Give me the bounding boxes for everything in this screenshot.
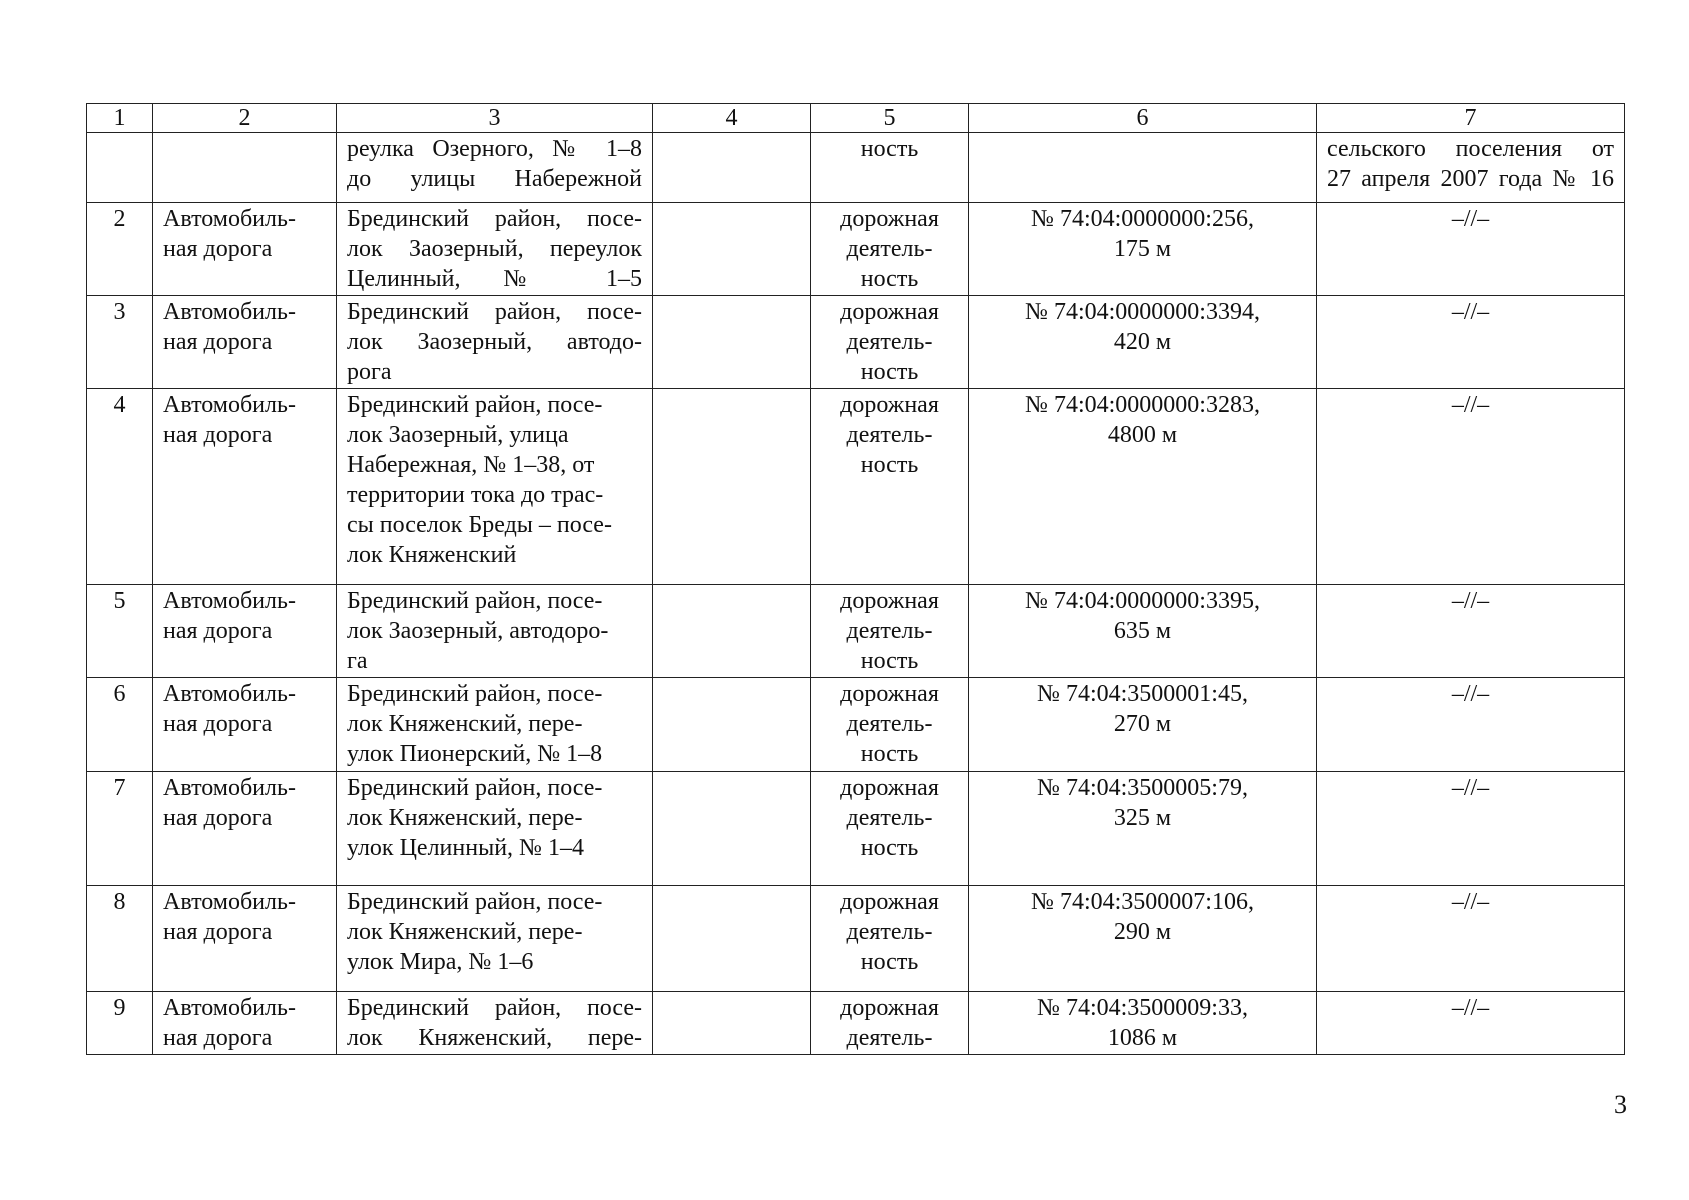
cell-activity: дорожная деятель- ность bbox=[811, 886, 969, 992]
cell-col4 bbox=[653, 389, 811, 585]
cell-number: 6 bbox=[87, 678, 153, 772]
cell-cadastral: № 74:04:0000000:3283, 4800 м bbox=[969, 389, 1317, 585]
cell-activity: дорожная деятель- bbox=[811, 992, 969, 1055]
cell-activity: дорожная деятель- ность bbox=[811, 772, 969, 886]
cell-object-name: Автомобиль- ная дорога bbox=[153, 389, 337, 585]
header-cell: 5 bbox=[811, 104, 969, 133]
cell-location: Брединский район, посе- лок Заозерный, переулок Целинный, № 1–5 bbox=[337, 203, 653, 296]
cell-basis: –//– bbox=[1317, 389, 1625, 585]
header-cell: 3 bbox=[337, 104, 653, 133]
cell-cadastral: № 74:04:3500009:33, 1086 м bbox=[969, 992, 1317, 1055]
cell-activity: дорожная деятель- ность bbox=[811, 389, 969, 585]
cell-basis: –//– bbox=[1317, 296, 1625, 389]
cell-location: реулка Озерного, № 1–8 до улицы Набережной bbox=[337, 133, 653, 203]
cell-basis: –//– bbox=[1317, 203, 1625, 296]
cell-number: 8 bbox=[87, 886, 153, 992]
table-row bbox=[87, 389, 1625, 585]
cell-activity: дорожная деятель- ность bbox=[811, 296, 969, 389]
cell-location: Брединский район, посе- лок Княженский, пере- улок Мира, № 1–6 bbox=[337, 886, 653, 992]
cell-number: 5 bbox=[87, 585, 153, 678]
table-row bbox=[87, 678, 1625, 772]
header-cell: 2 bbox=[153, 104, 337, 133]
cell-basis: –//– bbox=[1317, 678, 1625, 772]
cell-object-name: Автомобиль- ная дорога bbox=[153, 203, 337, 296]
header-cell: 7 bbox=[1317, 104, 1625, 133]
cell-number: 3 bbox=[87, 296, 153, 389]
table-row bbox=[87, 296, 1625, 389]
cell-object-name: Автомобиль- ная дорога bbox=[153, 296, 337, 389]
cell-cadastral: № 74:04:3500007:106, 290 м bbox=[969, 886, 1317, 992]
cell-number: 9 bbox=[87, 992, 153, 1055]
table-row bbox=[87, 585, 1625, 678]
cell-col4 bbox=[653, 296, 811, 389]
table-row bbox=[87, 886, 1625, 992]
cell-col4 bbox=[653, 886, 811, 992]
cell-object-name: Автомобиль- ная дорога bbox=[153, 992, 337, 1055]
cell-basis: –//– bbox=[1317, 886, 1625, 992]
cell-col4 bbox=[653, 585, 811, 678]
cell-basis: –//– bbox=[1317, 585, 1625, 678]
cell-basis: –//– bbox=[1317, 992, 1625, 1055]
cell-location: Брединский район, посе- лок Княженский, пере- улок Целинный, № 1–4 bbox=[337, 772, 653, 886]
cell-object-name: Автомобиль- ная дорога bbox=[153, 772, 337, 886]
cell-number: 2 bbox=[87, 203, 153, 296]
cell-location: Брединский район, посе- лок Заозерный, улица Набережная, № 1–38, от территории тока до трас- сы поселок Бреды – посе- лок Княженский bbox=[337, 389, 653, 585]
cell-activity: дорожная деятель- ность bbox=[811, 585, 969, 678]
cell-basis: сельского поселения от 27 апреля 2007 года № 16 bbox=[1317, 133, 1625, 203]
page-number: 3 bbox=[1614, 1090, 1627, 1119]
table-header-row bbox=[87, 104, 1625, 133]
cell-location: Брединский район, посе- лок Заозерный, автодоро- га bbox=[337, 585, 653, 678]
cell-number bbox=[87, 133, 153, 203]
cell-object-name bbox=[153, 133, 337, 203]
cell-col4 bbox=[653, 992, 811, 1055]
cell-activity: дорожная деятель- ность bbox=[811, 678, 969, 772]
cell-basis: –//– bbox=[1317, 772, 1625, 886]
table-row bbox=[87, 203, 1625, 296]
cell-col4 bbox=[653, 678, 811, 772]
cell-activity: дорожная деятель- ность bbox=[811, 203, 969, 296]
cell-col4 bbox=[653, 133, 811, 203]
cell-cadastral: № 74:04:0000000:3395, 635 м bbox=[969, 585, 1317, 678]
cell-number: 7 bbox=[87, 772, 153, 886]
table-row bbox=[87, 992, 1625, 1055]
table-row bbox=[87, 772, 1625, 886]
cell-cadastral: № 74:04:0000000:3394, 420 м bbox=[969, 296, 1317, 389]
cell-object-name: Автомобиль- ная дорога bbox=[153, 678, 337, 772]
cell-cadastral: № 74:04:3500005:79, 325 м bbox=[969, 772, 1317, 886]
header-cell: 4 bbox=[653, 104, 811, 133]
roads-table bbox=[86, 103, 1625, 1055]
cell-location: Брединский район, посе- лок Княженский, пере- bbox=[337, 992, 653, 1055]
header-cell: 1 bbox=[87, 104, 153, 133]
cell-cadastral bbox=[969, 133, 1317, 203]
cell-cadastral: № 74:04:3500001:45, 270 м bbox=[969, 678, 1317, 772]
table-row-continuation bbox=[87, 133, 1625, 203]
cell-object-name: Автомобиль- ная дорога bbox=[153, 585, 337, 678]
cell-col4 bbox=[653, 203, 811, 296]
cell-cadastral: № 74:04:0000000:256, 175 м bbox=[969, 203, 1317, 296]
cell-object-name: Автомобиль- ная дорога bbox=[153, 886, 337, 992]
cell-location: Брединский район, посе- лок Заозерный, автодо- рога bbox=[337, 296, 653, 389]
cell-activity: ность bbox=[811, 133, 969, 203]
cell-location: Брединский район, посе- лок Княженский, пере- улок Пионерский, № 1–8 bbox=[337, 678, 653, 772]
header-cell: 6 bbox=[969, 104, 1317, 133]
cell-col4 bbox=[653, 772, 811, 886]
cell-number: 4 bbox=[87, 389, 153, 585]
